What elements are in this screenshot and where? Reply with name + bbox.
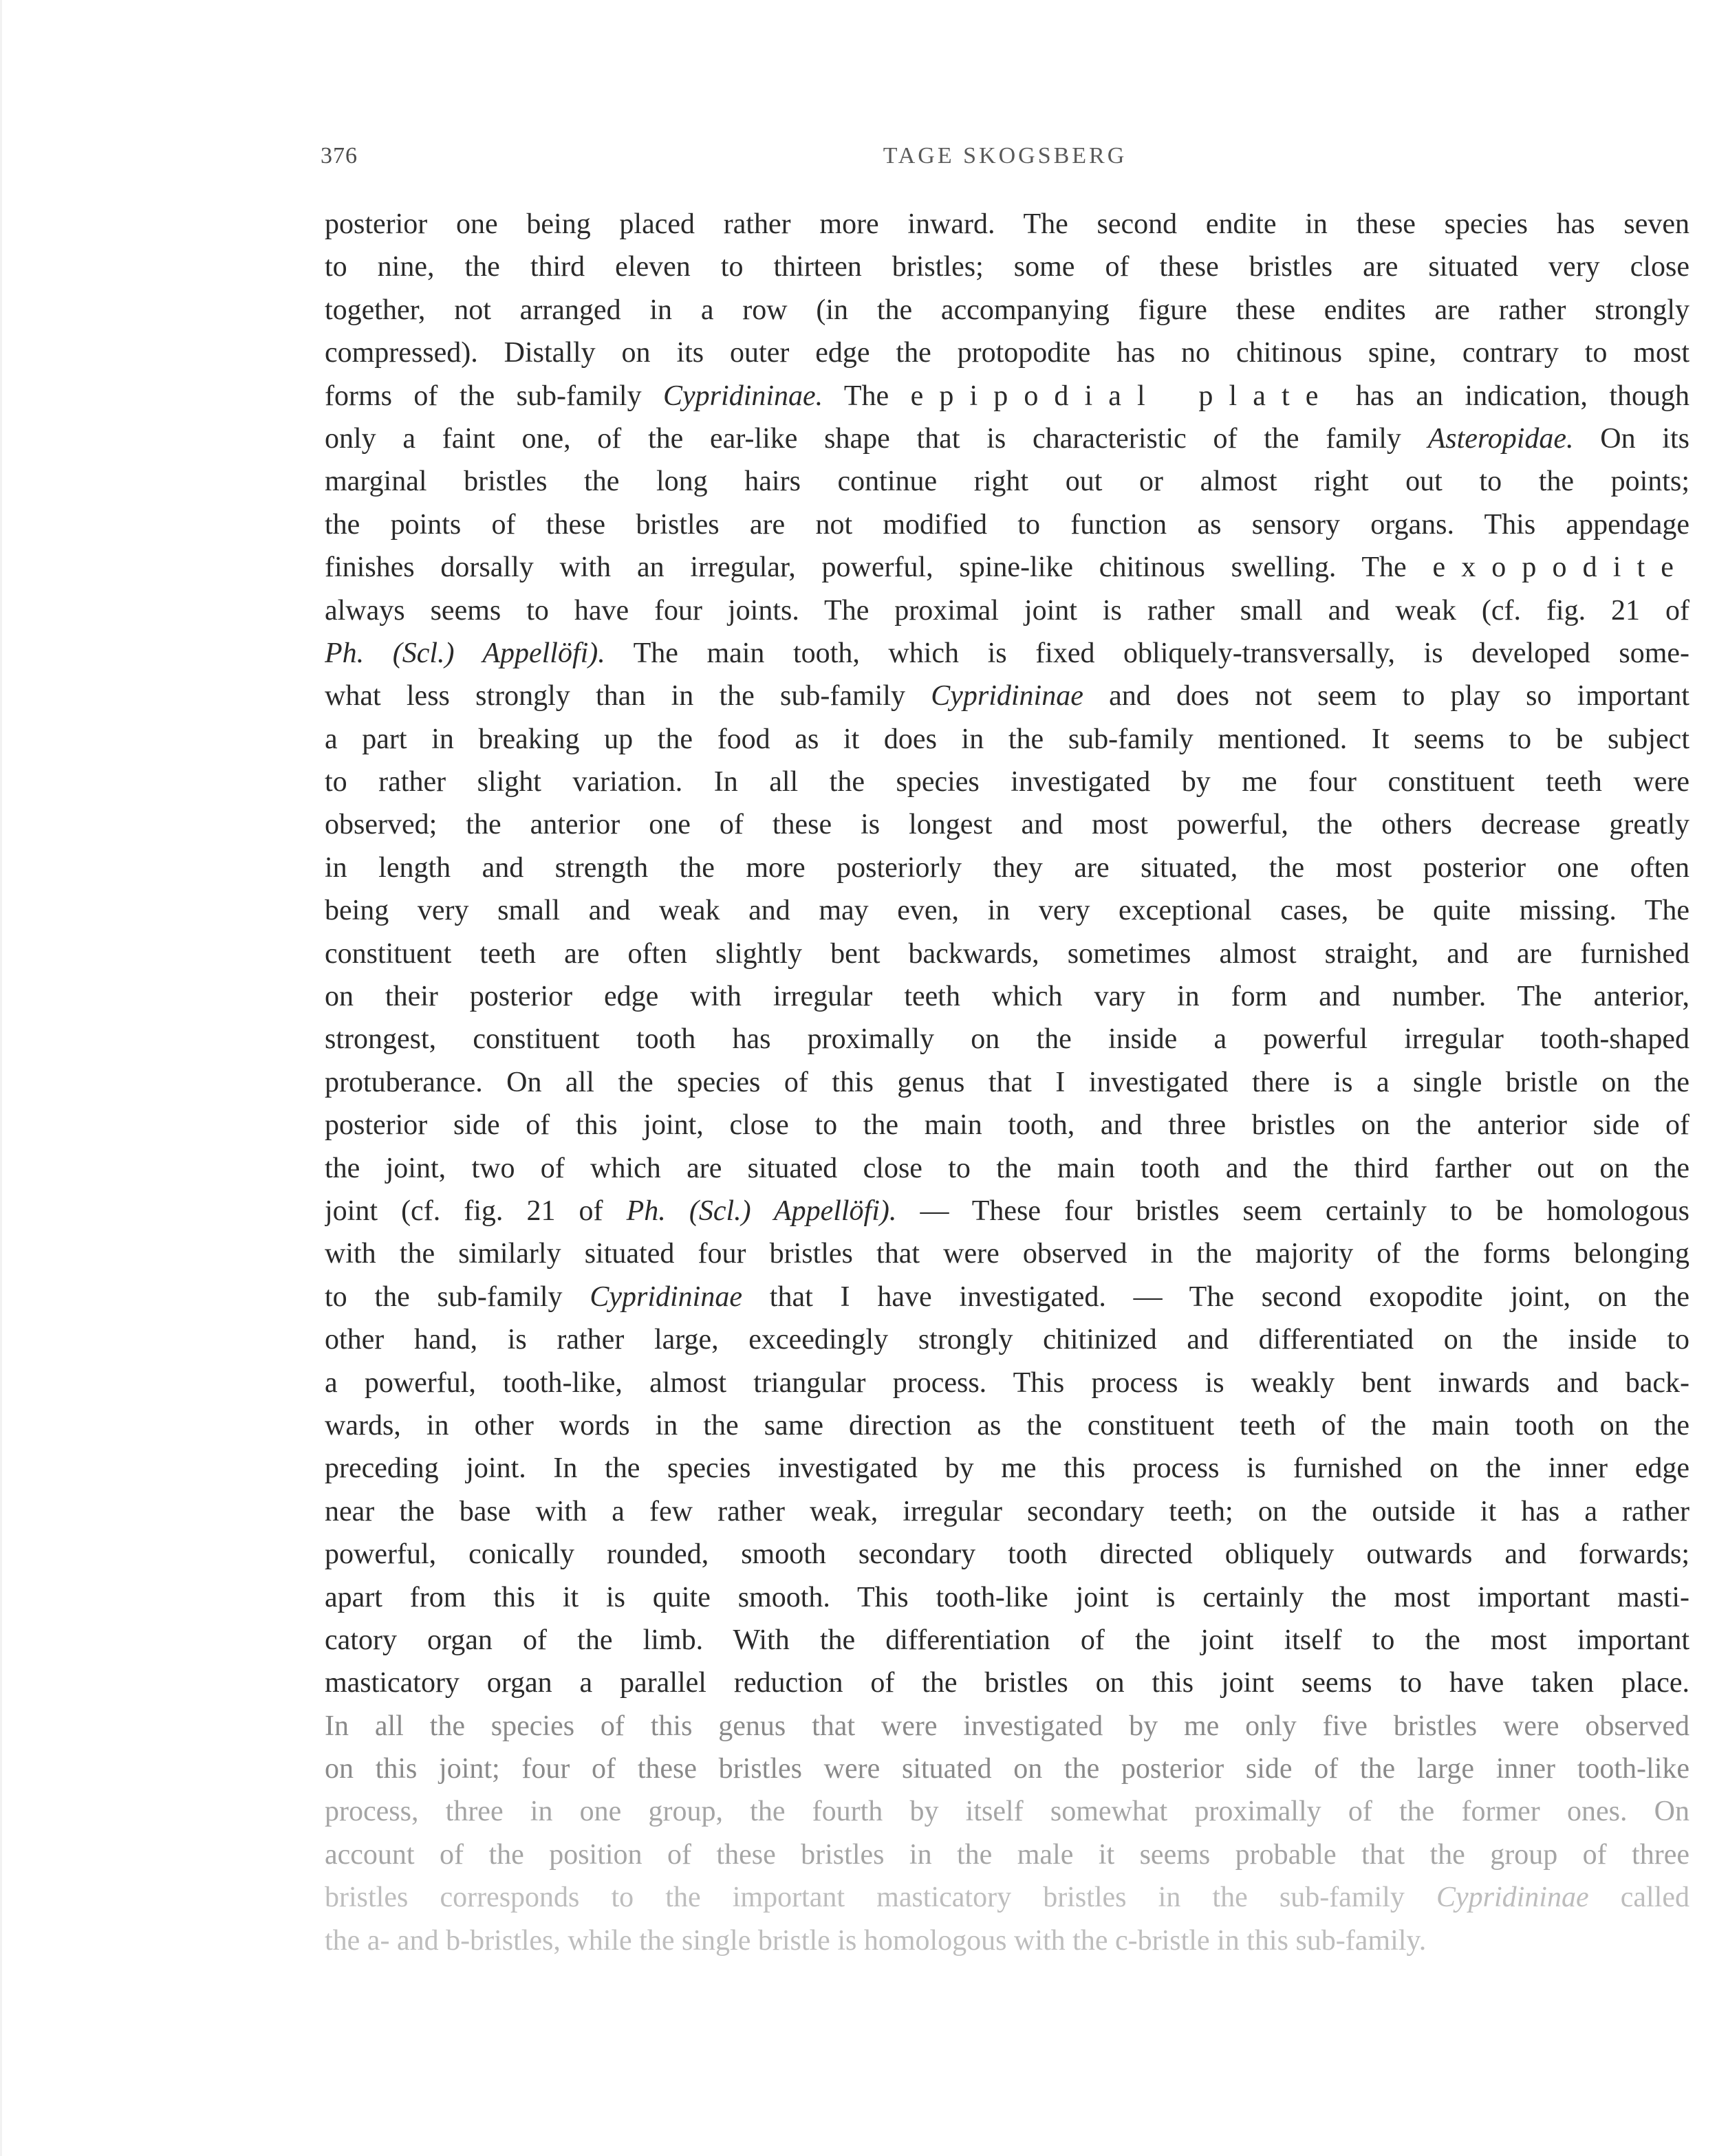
text-run: catory organ of the limb. With the differentiation of the joint itself to the most important: [325, 1624, 1689, 1656]
text-line: [325, 1276, 1689, 1318]
text-run: compressed). Distally on its outer edge the protopodite has no chitinous spine, contrary to most: [325, 337, 1689, 369]
italic-term: Cypridininae: [1436, 1882, 1589, 1914]
text-run: near the base with a few rather weak, irregular secondary teeth; on the outside it has a rather: [325, 1495, 1689, 1527]
text-line: [325, 889, 1689, 932]
text-line: [325, 460, 1689, 503]
text-run: posterior one being placed rather more inward. The second endite in these species has seven: [325, 208, 1689, 240]
italic-term: Cypridininae: [931, 680, 1083, 712]
text-line: [325, 503, 1689, 546]
text-line: [325, 933, 1689, 975]
text-line: [325, 847, 1689, 889]
text-run: on their posterior edge with irregular teeth which vary in form and number. The anterior,: [325, 981, 1689, 1013]
text-line: [325, 1790, 1689, 1833]
text-run: preceding joint. In the species investigated by me this process is furnished on the inner edge: [325, 1452, 1689, 1485]
italic-term: Cypridininae.: [663, 380, 823, 412]
text-run: The: [823, 380, 911, 412]
text-run: finishes dorsally with an irregular, powerful, spine-like chitinous swelling. The: [325, 552, 1433, 584]
text-line: [325, 1833, 1689, 1876]
text-line: [325, 675, 1689, 717]
text-line: [325, 589, 1689, 632]
text-run: strongest, constituent tooth has proximally on the inside a powerful irregular tooth-shaped: [325, 1023, 1689, 1056]
text-run: joint (cf. fig. 21 of: [325, 1195, 627, 1227]
text-run: only a faint one, of the ear-like shape that is characteristic of the family: [325, 422, 1428, 455]
text-line: [325, 1104, 1689, 1146]
text-line: [325, 417, 1689, 460]
text-run: account of the position of these bristles in the male it seems probable that the group of three: [325, 1838, 1689, 1871]
text-line: [325, 1447, 1689, 1490]
text-run: the points of these bristles are not modified to function as sensory organs. This appendage: [325, 508, 1689, 541]
page-header: [321, 143, 1689, 184]
text-run: wards, in other words in the same direction as the constituent teeth of the main tooth on the: [325, 1409, 1689, 1441]
italic-term: Asteropidae.: [1427, 422, 1574, 455]
text-line: [325, 1404, 1689, 1447]
text-run: In all the species of this genus that were investigated by me only five bristles were observed: [325, 1710, 1689, 1742]
text-run: called: [1588, 1882, 1689, 1914]
text-run: what less strongly than in the sub-family: [325, 680, 931, 712]
text-line: [325, 1490, 1689, 1533]
text-run: with the similarly situated four bristles that were observed in the majority of the forms belonging: [325, 1238, 1689, 1270]
text-run: bristles corresponds to the important masticatory bristles in the sub-family: [325, 1882, 1436, 1914]
text-run: The main tooth, which is fixed obliquely-transversally, is developed some-: [605, 637, 1689, 669]
text-line: [325, 1318, 1689, 1361]
text-run: the joint, two of which are situated close to the main tooth and the third farther out on the: [325, 1152, 1689, 1184]
text-line: [325, 1533, 1689, 1576]
body-text: [325, 203, 1689, 1962]
text-run: and does not seem to play so important: [1083, 680, 1689, 712]
text-run: On its: [1573, 422, 1689, 455]
running-head: TAGE SKOGSBERG: [883, 143, 1127, 168]
text-line: [325, 718, 1689, 761]
text-run: apart from this it is quite smooth. This tooth-like joint is certainly the most important masti-: [325, 1581, 1689, 1613]
text-line: [325, 289, 1689, 331]
spaced-term: epipodial plate: [910, 380, 1335, 412]
text-run: that I have investigated. — The second exopodite joint, on the: [742, 1281, 1689, 1313]
text-run: in length and strength the more posteriorly they are situated, the most posterior one often: [325, 851, 1689, 884]
text-line: [325, 246, 1689, 288]
text-run: always seems to have four joints. The proximal joint is rather small and weak (cf. fig. 21 of: [325, 594, 1689, 627]
text-run: the a- and b-bristles, while the single bristle is homologous with the c-bristle in this sub-family.: [325, 1924, 1427, 1957]
page-number: 376: [321, 143, 358, 168]
text-run: posterior side of this joint, close to the main tooth, and three bristles on the anterior side of: [325, 1109, 1689, 1142]
text-line: [325, 761, 1689, 803]
text-line: [325, 1232, 1689, 1275]
italic-term: Cypridininae: [590, 1281, 742, 1313]
text-line: [325, 1147, 1689, 1190]
text-run: together, not arranged in a row (in the accompanying figure these endites are rather strongly: [325, 294, 1689, 326]
text-line: [325, 1619, 1689, 1662]
text-line: [325, 1362, 1689, 1404]
text-line: [325, 1061, 1689, 1104]
text-run: other hand, is rather large, exceedingly strongly chitinized and differentiated on the inside to: [325, 1324, 1689, 1356]
text-run: has an indication, though: [1334, 380, 1689, 412]
text-run: process, three in one group, the fourth by itself somewhat proximally of the former ones. On: [325, 1796, 1689, 1828]
scan-edge: [0, 0, 2, 2156]
spaced-term: exopodite: [1432, 552, 1689, 584]
text-run: observed; the anterior one of these is longest and most powerful, the others decrease greatly: [325, 809, 1689, 841]
italic-term: Ph. (Scl.) Appellöfi).: [325, 637, 605, 669]
text-line: [325, 1662, 1689, 1704]
text-line: [325, 1747, 1689, 1790]
text-line: [325, 1576, 1689, 1619]
text-run: powerful, conically rounded, smooth secondary tooth directed obliquely outwards and forwards;: [325, 1538, 1689, 1571]
text-run: to the sub-family: [325, 1281, 590, 1313]
italic-term: Ph. (Scl.) Appellöfi).: [626, 1195, 897, 1227]
text-line: [325, 1705, 1689, 1747]
text-run: being very small and weak and may even, in very exceptional cases, be quite missing. The: [325, 895, 1689, 927]
text-run: a powerful, tooth-like, almost triangular process. This process is weakly bent inwards and back-: [325, 1366, 1689, 1399]
text-line: [325, 632, 1689, 675]
text-run: marginal bristles the long hairs continue right out or almost right out to the points;: [325, 466, 1689, 498]
text-run: constituent teeth are often slightly bent backwards, sometimes almost straight, and are furnished: [325, 937, 1689, 970]
text-line: [325, 1190, 1689, 1232]
text-line: [325, 331, 1689, 374]
text-run: protuberance. On all the species of this genus that I investigated there is a single bristle on the: [325, 1066, 1689, 1098]
text-line: [325, 203, 1689, 246]
text-run: a part in breaking up the food as it does in the sub-family mentioned. It seems to be subject: [325, 723, 1689, 755]
text-line: [325, 546, 1689, 589]
text-run: forms of the sub-family: [325, 380, 664, 412]
text-run: masticatory organ a parallel reduction of the bristles on this joint seems to have taken place.: [325, 1667, 1689, 1699]
text-line: [325, 975, 1689, 1018]
text-line: [325, 1919, 1689, 1962]
text-run: on this joint; four of these bristles were situated on the posterior side of the large inner tooth-like: [325, 1753, 1689, 1785]
text-line: [325, 1018, 1689, 1060]
text-line: [325, 1876, 1689, 1919]
text-line: [325, 803, 1689, 846]
text-line: [325, 375, 1689, 417]
text-run: to rather slight variation. In all the species investigated by me four constituent teeth were: [325, 766, 1689, 798]
text-run: to nine, the third eleven to thirteen bristles; some of these bristles are situated very close: [325, 251, 1689, 283]
text-run: — These four bristles seem certainly to be homologous: [896, 1195, 1689, 1227]
